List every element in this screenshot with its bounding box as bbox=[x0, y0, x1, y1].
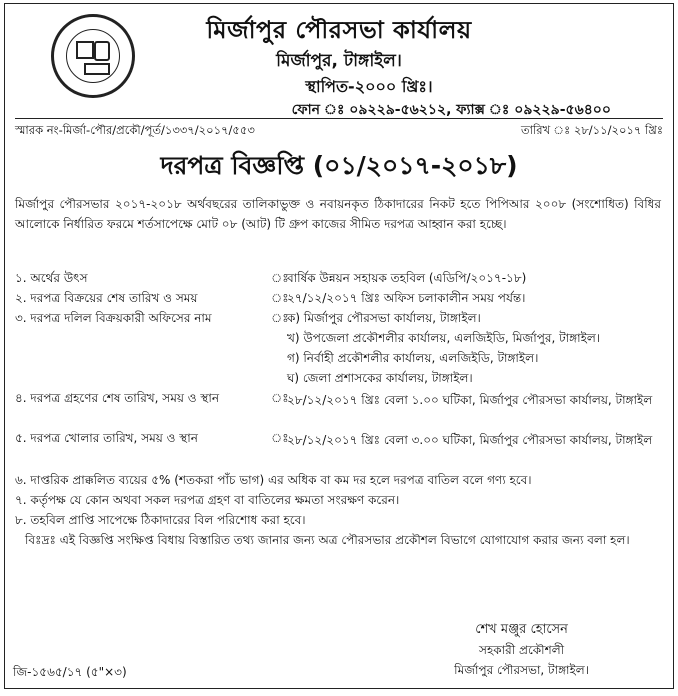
special-note: বিঃদ্রঃ এই বিজ্ঞপ্তি সংক্ষিপ্ত বিধায় বিস্তারিত তথ্য জানার জন্য অত্র পৌরসভার প্রকৌশল বিভাগে যোগাযোগ করার জন্য বলা হল। bbox=[25, 533, 630, 547]
intro-paragraph: মির্জাপুর পৌরসভার ২০১৭-২০১৮ অর্থবছরের তালিকাভুক্ত ও নবায়নকৃত ঠিকাদারের নিকট হতে পিপিআর ২০০৮ (সংশোধিত) বিধির আলোকে নির্ধারিত ফরমে শর্তসাপেক্ষে মোট ০৮ (আট) টি গ্রুপ কাজের সীমিত দরপত্র আহ্বান করা হচ্ছে। bbox=[15, 197, 661, 231]
detail-value: খ) উপজেলা প্রকৌশলীর কার্যালয়, এলজিইডি, মির্জাপুর, টাঙ্গাইল। bbox=[287, 331, 601, 345]
signatory-name: শেখ মঞ্জুর হোসেন bbox=[475, 622, 568, 637]
signature-block bbox=[454, 620, 589, 680]
detail-value: ঘ) জেলা প্রশাসকের কার্যালয়, টাঙ্গাইল। bbox=[287, 371, 473, 385]
detail-colon: ঃ bbox=[271, 391, 289, 405]
detail-label: ৫. দরপত্র খোলার তারিখ, সময় ও স্থান bbox=[15, 431, 198, 445]
detail-label: ১. অর্থের উৎস bbox=[15, 271, 88, 285]
note-item: ৬. দাপ্তরিক প্রাক্কলিত ব্যয়ের ৫% (শতকরা পাঁচ ভাগ) এর অধিক বা কম দর হলে দরপত্র বাতিল বলে গণ্য হবে। bbox=[15, 473, 532, 487]
signatory-office: মির্জাপুর পৌরসভা, টাঙ্গাইল। bbox=[454, 663, 589, 677]
detail-colon: ঃ bbox=[271, 271, 289, 285]
tender-notice-page bbox=[4, 3, 674, 689]
detail-subrow bbox=[15, 330, 663, 350]
detail-value: ২৭/১২/২০১৭ খ্রিঃ অফিস চলাকালীন সময় পর্যন্ত। bbox=[287, 291, 526, 305]
detail-subrow bbox=[15, 350, 663, 370]
detail-colon: ঃ bbox=[271, 311, 289, 325]
office-location: মির্জাপুর, টাঙ্গাইল। bbox=[276, 51, 402, 71]
detail-label: ৩. দরপত্র দলিল বিক্রয়কারী অফিসের নাম bbox=[15, 311, 212, 325]
established-year: স্থাপিত-২০০০ খ্রিঃ। bbox=[305, 77, 433, 96]
publication-reference: জি-১৫৬৫/১৭ (৫"×৩) bbox=[13, 665, 127, 679]
detail-label: ২. দরপত্র বিক্রয়ের শেষ তারিখ ও সময় bbox=[15, 291, 198, 305]
contact-info: ফোন ঃ ০৯২২৯-৫৬২১২, ফ্যাক্স ঃ ০৯২২৯-৫৬৪০০ bbox=[291, 102, 611, 118]
detail-value: ২৮/১২/২০১৭ খ্রিঃ বেলা ৩.০০ ঘটিকা, মির্জাপুর পৌরসভা কার্যালয়, টাঙ্গাইল bbox=[287, 433, 653, 447]
detail-value: গ) নির্বাহী প্রকৌশলীর কার্যালয়, এলজিইডি, টাঙ্গাইল। bbox=[287, 351, 539, 365]
detail-colon: ঃ bbox=[271, 431, 289, 445]
detail-subrow bbox=[15, 370, 663, 390]
detail-label: ৪. দরপত্র গ্রহণের শেষ তারিখ, সময় ও স্থান bbox=[15, 391, 220, 405]
tender-details bbox=[15, 270, 663, 550]
detail-value: ২৮/১২/২০১৭ খ্রিঃ বেলা ১.০০ ঘটিকা, মির্জাপুর পৌরসভা কার্যালয়, টাঙ্গাইল bbox=[287, 393, 653, 407]
note-item: ৭. কর্তৃপক্ষ যে কোন অথবা সকল দরপত্র গ্রহণ বা বাতিলের ক্ষমতা সংরক্ষণ করেন। bbox=[15, 493, 400, 507]
detail-row bbox=[15, 390, 663, 430]
note-item: ৮. তহবিল প্রাপ্তি সাপেক্ষে ঠিকাদারের বিল পরিশোধ করা হবে। bbox=[15, 513, 306, 527]
detail-colon: ঃ bbox=[271, 291, 289, 305]
detail-row bbox=[15, 290, 663, 310]
detail-value: বার্ষিক উন্নয়ন সহায়ক তহবিল (এডিপি/২০১৭-১৮) bbox=[287, 271, 527, 285]
signatory-designation: সহকারী প্রকৌশলী bbox=[479, 643, 565, 657]
detail-value: ক) মির্জাপুর পৌরসভা কার্যালয়, টাঙ্গাইল। bbox=[287, 311, 481, 325]
notice-title: দরপত্র বিজ্ঞপ্তি (০১/২০১৭-২০১৮) bbox=[160, 151, 518, 180]
detail-row bbox=[15, 430, 663, 470]
memo-number: স্মারক নং-মির্জা-পৌর/প্রকৌ/পূর্ত/১৩৩৭/২০১৭/৫৫৩ bbox=[15, 123, 255, 137]
detail-row bbox=[15, 310, 663, 330]
header-divider bbox=[15, 118, 663, 119]
detail-row bbox=[15, 270, 663, 290]
memo-date: তারিখ ঃ ২৮/১১/২০১৭ খ্রিঃ bbox=[520, 123, 663, 137]
office-name: মির্জাপুর পৌরসভা কার্যালয় bbox=[206, 16, 472, 44]
